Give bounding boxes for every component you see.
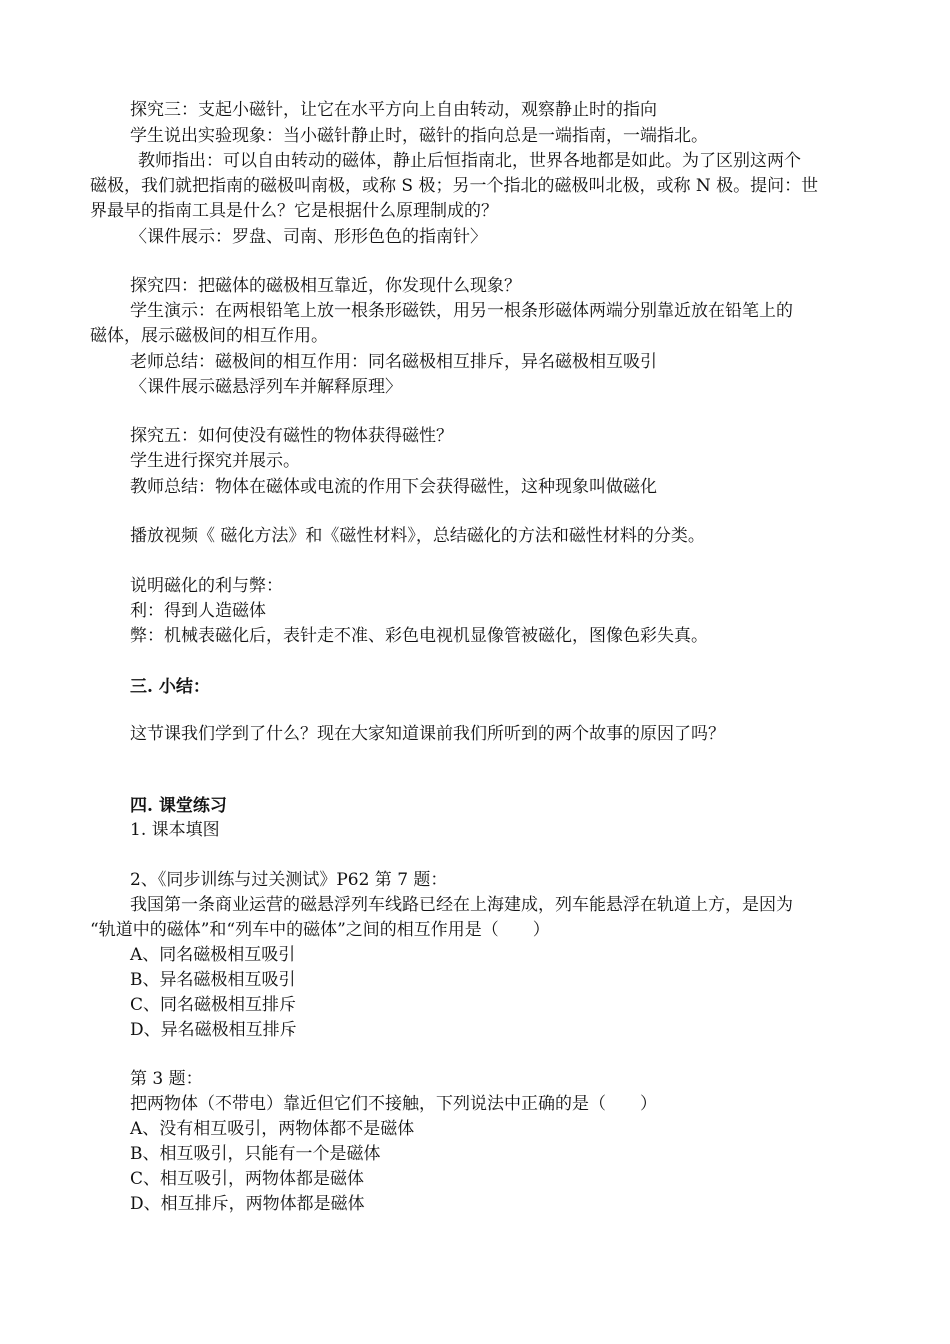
section-heading: 三. 小结： <box>130 677 210 697</box>
text-line: “轨道中的磁体”和“列车中的磁体”之间的相互作用是（ ） <box>90 920 550 940</box>
text-line: 老师总结：磁极间的相互作用：同名磁极相互排斥，异名磁极相互吸引 <box>130 352 657 372</box>
text-line: 磁体，展示磁极间的相互作用。 <box>90 326 328 346</box>
text-line: 〈课件展示磁悬浮列车并解释原理〉 <box>130 377 402 397</box>
text-line: A、没有相互吸引，两物体都不是磁体 <box>130 1119 415 1139</box>
text-line: 我国第一条商业运营的磁悬浮列车线路已经在上海建成，列车能悬浮在轨道上方，是因为 <box>130 895 793 915</box>
text-line: 弊：机械表磁化后，表针走不准、彩色电视机显像管被磁化，图像色彩失真。 <box>130 626 708 646</box>
text-line: 磁极，我们就把指南的磁极叫南极，或称 S 极；另一个指北的磁极叫北极，或称 N 极。提问：世 <box>90 176 819 196</box>
text-line: 1. 课本填图 <box>130 820 220 840</box>
text-line: 探究五：如何使没有磁性的物体获得磁性？ <box>130 426 453 446</box>
text-line: 教师总结：物体在磁体或电流的作用下会获得磁性，这种现象叫做磁化 <box>130 477 657 497</box>
text-line: 这节课我们学到了什么？现在大家知道课前我们所听到的两个故事的原因了吗？ <box>130 724 725 744</box>
text-line: B、异名磁极相互吸引 <box>130 970 296 990</box>
text-line: D、异名磁极相互排斥 <box>130 1020 297 1040</box>
text-line: C、同名磁极相互排斥 <box>130 995 297 1015</box>
text-line: 第 3 题： <box>130 1069 203 1089</box>
text-line: A、同名磁极相互吸引 <box>130 945 296 965</box>
text-line: 界最早的指南工具是什么？它是根据什么原理制成的？ <box>90 201 498 221</box>
text-line: 〈课件展示：罗盘、司南、形形色色的指南针〉 <box>130 227 487 247</box>
text-line: C、相互吸引，两物体都是磁体 <box>130 1169 365 1189</box>
text-line: 2、《同步训练与过关测试》P62 第 7 题： <box>130 870 448 890</box>
text-line: D、相互排斥，两物体都是磁体 <box>130 1194 365 1214</box>
text-line: 探究四：把磁体的磁极相互靠近，你发现什么现象？ <box>130 276 521 296</box>
text-line: 播放视频《 磁化方法》和《磁性材料》，总结磁化的方法和磁性材料的分类。 <box>130 526 705 546</box>
text-line: B、相互吸引，只能有一个是磁体 <box>130 1144 381 1164</box>
text-line: 学生说出实验现象：当小磁针静止时，磁针的指向总是一端指南，一端指北。 <box>130 126 708 146</box>
text-line: 学生进行探究并展示。 <box>130 451 300 471</box>
text-line: 学生演示：在两根铅笔上放一根条形磁铁，用另一根条形磁体两端分别靠近放在铅笔上的 <box>130 301 793 321</box>
text-line: 说明磁化的利与弊： <box>130 576 283 596</box>
text-line: 把两物体（不带电）靠近但它们不接触，下列说法中正确的是（ ） <box>130 1094 657 1114</box>
text-line: 利：得到人造磁体 <box>130 601 266 621</box>
text-line: 探究三：支起小磁针，让它在水平方向上自由转动，观察静止时的指向 <box>130 100 657 120</box>
text-line: 教师指出：可以自由转动的磁体，静止后恒指南北，世界各地都是如此。为了区别这两个 <box>138 151 801 171</box>
section-heading: 四. 课堂练习 <box>130 796 227 816</box>
